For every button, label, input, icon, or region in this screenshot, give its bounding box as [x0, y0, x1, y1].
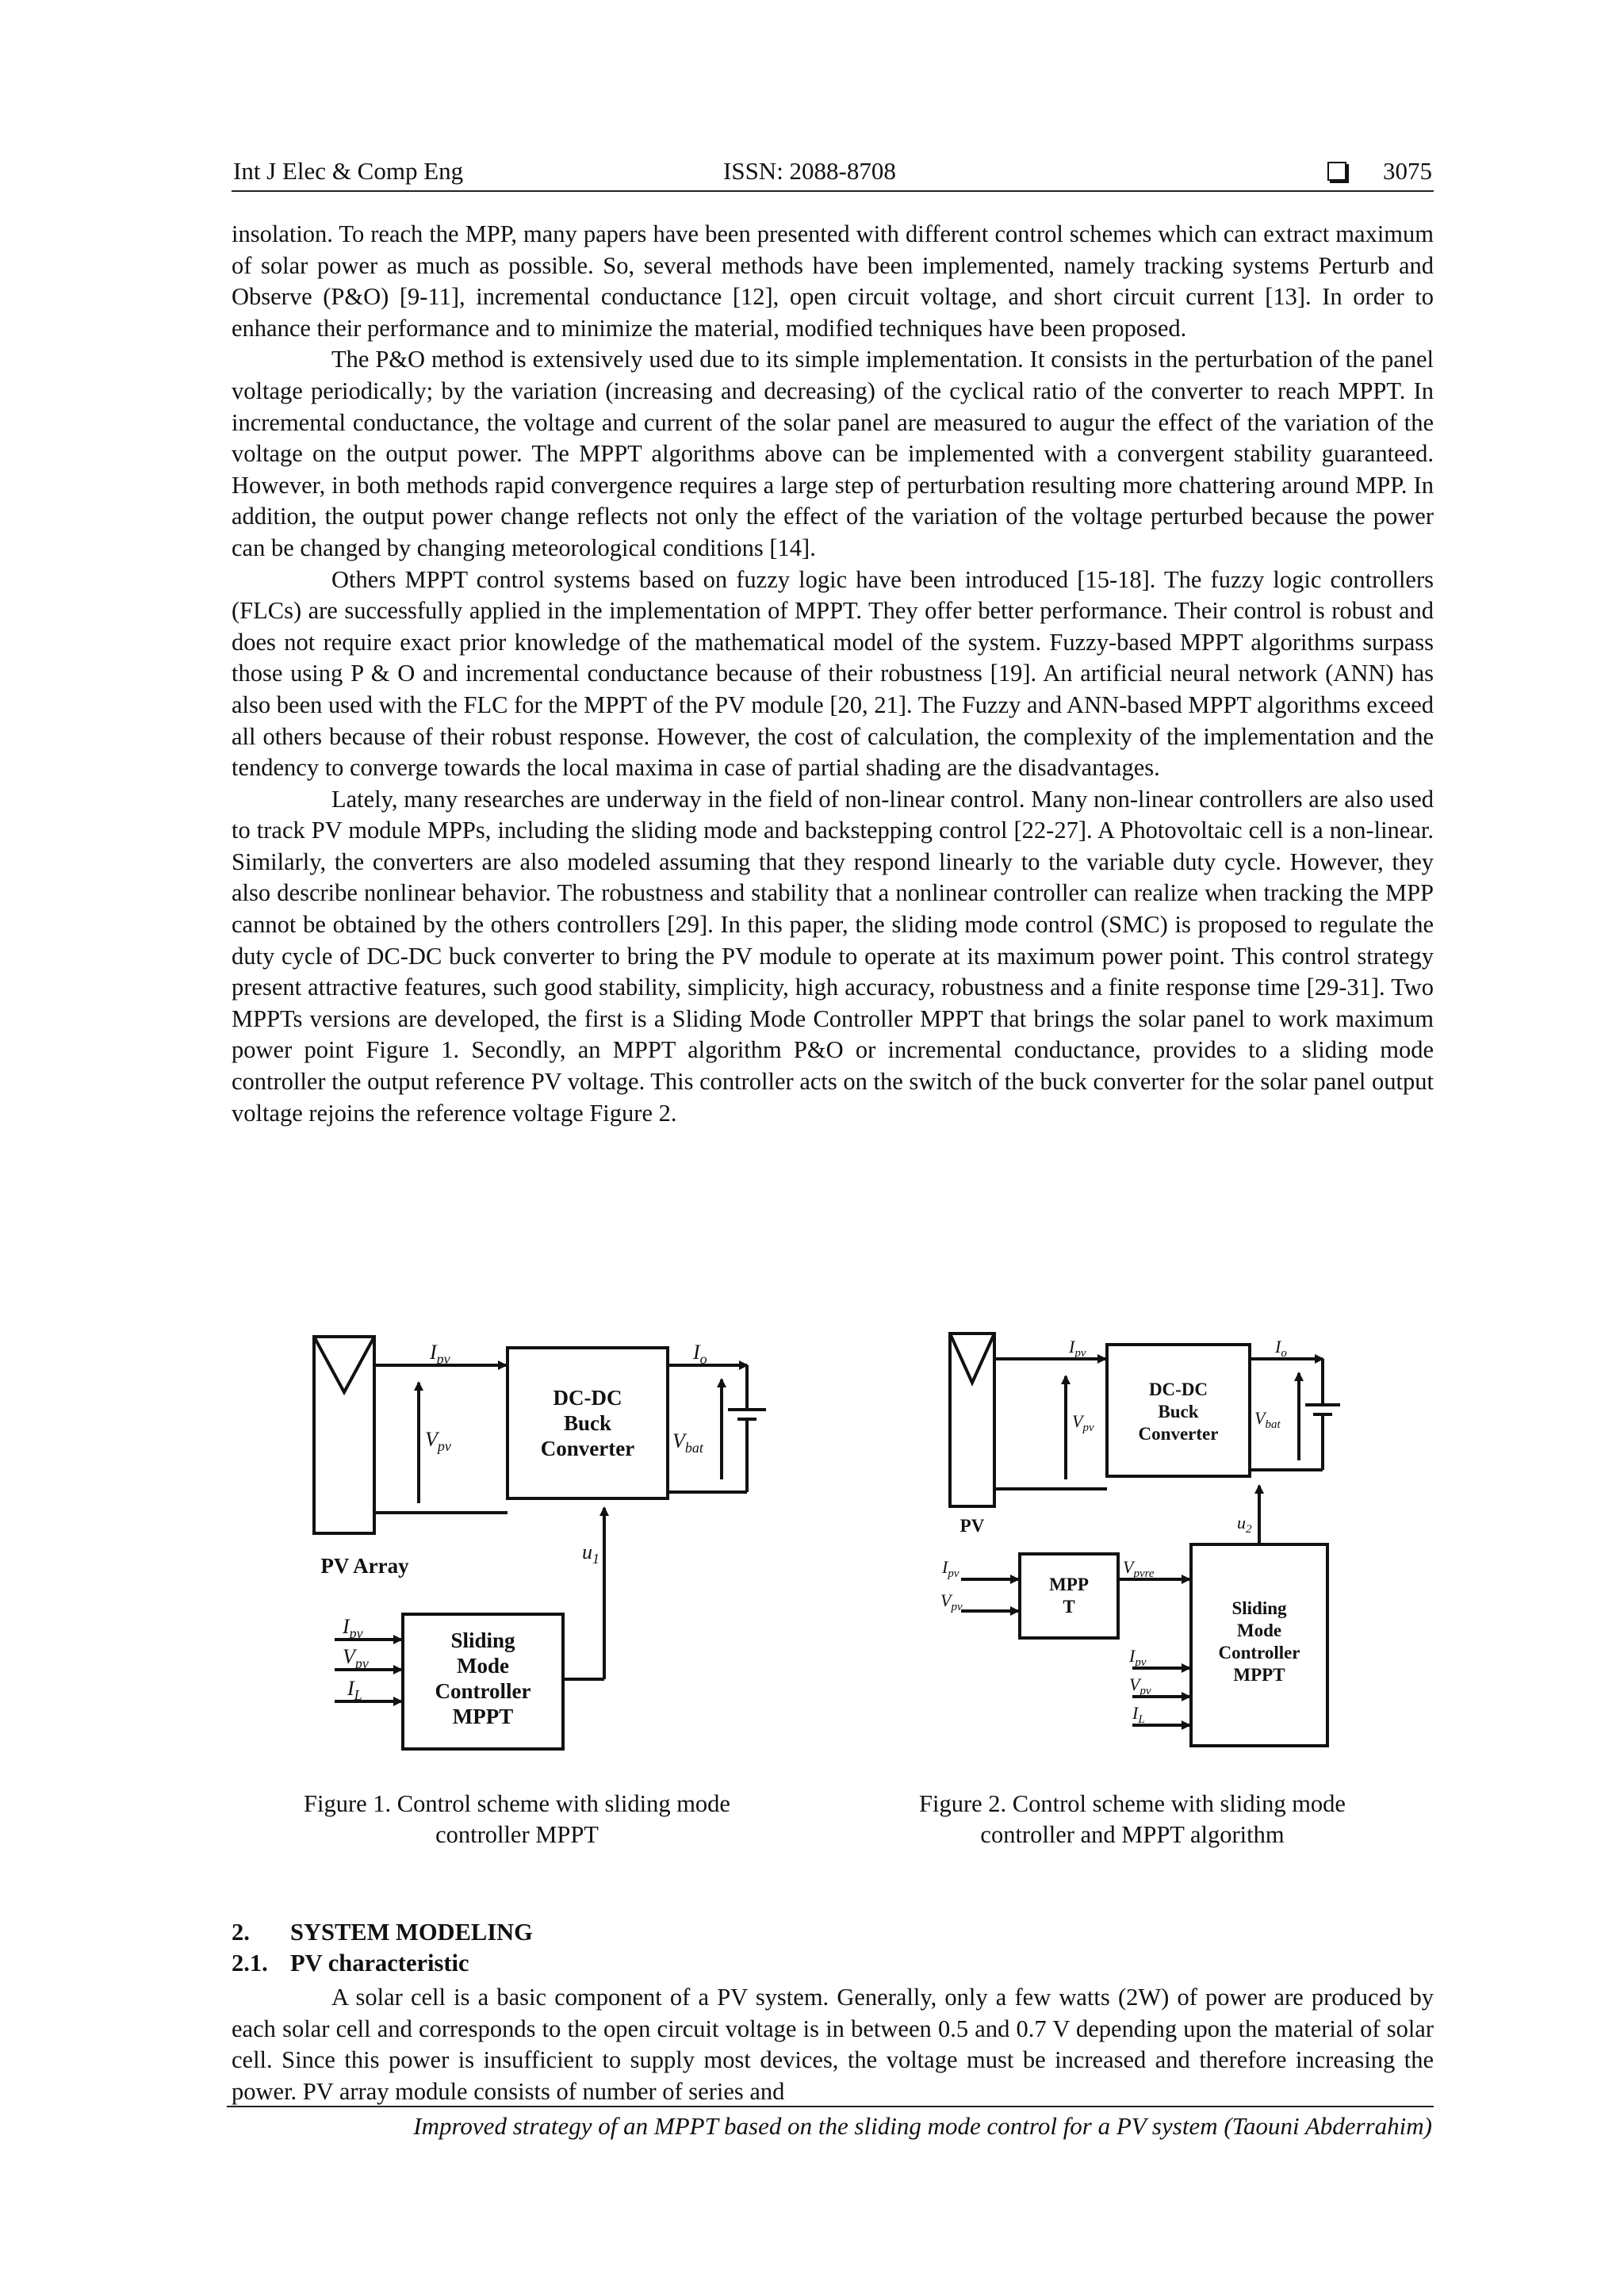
page-number-area: [1327, 157, 1432, 186]
label-mppt-ipv: $I_{pv}$: [942, 1557, 959, 1580]
smc-label: Sliding: [450, 1628, 515, 1652]
issn: ISSN: 2088-8708: [723, 157, 896, 185]
figure-1-caption: Figure 1. Control scheme with sliding mode controller MPPT: [304, 1790, 730, 1848]
mppt-block: [1020, 1554, 1118, 1638]
label-vpv: $V_{pv}$: [425, 1428, 451, 1454]
smc-label: Mode: [1236, 1621, 1282, 1640]
converter-label: Converter: [1138, 1424, 1219, 1444]
section-body: [232, 1982, 1434, 2107]
label-in-il: $I_L$: [347, 1677, 362, 1703]
label-vpv: $V_{pv}$: [1072, 1411, 1094, 1434]
smc-label: MPPT: [1233, 1665, 1285, 1685]
figure-2-caption: Figure 2. Control scheme with sliding mode controller and MPPT algorithm: [919, 1790, 1346, 1848]
pv-array-label: PV Array: [320, 1554, 409, 1578]
figure-2-diagram: [926, 1321, 1434, 1765]
subsection-heading: 2.1. PV characteristic: [232, 1950, 469, 1976]
label-u1: $u_1$: [582, 1540, 599, 1567]
body-text: [232, 219, 1434, 1129]
paragraph: A solar cell is a basic component of a PV system. Generally, only a few watts (2W) of power are produced by each solar cell and corresponds to the open circuit voltage is in between 0.5 and 0.7 V depending upon the material of solar cell. Since this power is insufficient to supply most devices, the voltage must be increased and therefore increasing the power. PV array module consists of number of series and: [232, 1984, 1434, 2105]
label-ipv: $I_{pv}$: [1069, 1337, 1086, 1360]
converter-label: Buck: [563, 1411, 612, 1435]
pv-array-panel: [314, 1337, 374, 1533]
square-icon: [1327, 162, 1346, 181]
section-heading: 2. SYSTEM MODELING: [232, 1919, 533, 1946]
label-u2: $u_2$: [1237, 1513, 1252, 1536]
smc-label: Mode: [457, 1654, 509, 1678]
paragraph: insolation. To reach the MPP, many papers have been presented with different control schemes which can extract maximum of solar power as much as possible. So, several methods have been implemented, namely tracking systems Perturb and Observe (P&O) [9-11], incremental conductance [12], open circuit voltage, and short circuit current [13]. In order to enhance their performance and to minimize the material, modified techniques have been proposed.: [232, 220, 1434, 342]
label-in-vpv: $V_{pv}$: [343, 1645, 369, 1671]
label-mppt-vpv: $V_{pv}$: [940, 1590, 963, 1613]
label-vbat: $V_{bat}$: [1254, 1408, 1281, 1431]
label-io: $I_o$: [693, 1341, 707, 1367]
page-number: 3075: [1383, 157, 1432, 185]
label-vbat: $V_{bat}$: [672, 1429, 703, 1456]
mppt-label: MPP: [1049, 1575, 1089, 1594]
converter-label: Buck: [1158, 1402, 1199, 1422]
footer-text: Improved strategy of an MPPT based on the sliding mode control for a PV system (Taouni Abderrahim): [413, 2112, 1432, 2140]
paragraph: The P&O method is extensively used due to its simple implementation. It consists in the perturbation of the panel voltage periodically; by the variation (increasing and decreasing) of the cyclical ratio of the converter to reach MPPT. In incremental conductance, the voltage and current of the solar panel are measured to augur the effect of the variation of the voltage on the output power. The MPPT algorithms above can be implemented with a convergent stability guaranteed. However, in both methods rapid convergence requires a large step of perturbation resulting more chattering around MPP. In addition, the output power change reflects not only the effect of the variation of the voltage perturbed because the power can be changed by changing meteorological conditions [14].: [232, 346, 1434, 561]
smc-label: Sliding: [1231, 1598, 1287, 1618]
journal-name: Int J Elec & Comp Eng: [233, 157, 464, 185]
pv-panel: [950, 1334, 994, 1506]
label-in-ipv: $I_{pv}$: [1129, 1646, 1147, 1669]
label-in-vpv: $V_{pv}$: [1129, 1674, 1151, 1697]
smc-label: Controller: [1218, 1643, 1300, 1663]
label-in-il: $I_L$: [1132, 1703, 1145, 1726]
pv-label: PV: [959, 1516, 985, 1536]
label-vpvref: $V_{pvre}$: [1123, 1557, 1155, 1580]
figure-1-diagram: [232, 1321, 802, 1765]
running-header: [232, 155, 1434, 192]
converter-label: Converter: [540, 1437, 635, 1460]
label-in-ipv: $I_{pv}$: [343, 1615, 363, 1641]
label-ipv: $I_{pv}$: [430, 1341, 450, 1367]
converter-label: DC-DC: [553, 1386, 622, 1410]
converter-label: DC-DC: [1148, 1380, 1208, 1399]
running-footer: [227, 2106, 1434, 2140]
paragraph: Lately, many researches are underway in the field of non-linear control. Many non-linear controllers are also used to track PV module MPPs, including the sliding mode and backstepping control [22-27]. A Photovoltaic cell is a non-linear. Similarly, the converters are also modeled assuming that they respond linearly to the variable duty cycle. However, they also describe nonlinear behavior. The robustness and stability that a nonlinear controller can realize when tracking the MPP cannot be obtained by the others controllers [29]. In this paper, the sliding mode control (SMC) is proposed to regulate the duty cycle of DC-DC buck converter to bring the PV module to operate at its maximum power point. This control strategy present attractive features, such good stability, simplicity, high accuracy, robustness and a finite response time [29-31]. Two MPPTs versions are developed, the first is a Sliding Mode Controller MPPT that brings the solar panel to work maximum power point Figure 1. Secondly, an MPPT algorithm P&O or incremental conductance, provides to a sliding mode controller the output reference PV voltage. This controller acts on the switch of the buck converter for the solar panel output voltage rejoins the reference voltage Figure 2.: [232, 785, 1434, 1127]
smc-label: Controller: [435, 1679, 531, 1703]
label-io: $I_o$: [1275, 1337, 1287, 1360]
paragraph: Others MPPT control systems based on fuzzy logic have been introduced [15-18]. The fuzzy logic controllers (FLCs) are successfully applied in the implementation of MPPT. They offer better performance. Their control is robust and does not require exact prior knowledge of the mathematical model of the system. Fuzzy-based MPPT algorithms surpass those using P & O and incremental conductance because of their robustness [19]. An artificial neural network (ANN) has also been used with the FLC for the MPPT of the PV module [20, 21]. The Fuzzy and ANN-based MPPT algorithms exceed all others because of their robust response. However, the cost of calculation, the complexity of the implementation and the tendency to converge towards the local maxima in case of partial shading are the disadvantages.: [232, 565, 1434, 782]
mppt-label: T: [1063, 1597, 1075, 1617]
smc-label: MPPT: [452, 1705, 514, 1728]
